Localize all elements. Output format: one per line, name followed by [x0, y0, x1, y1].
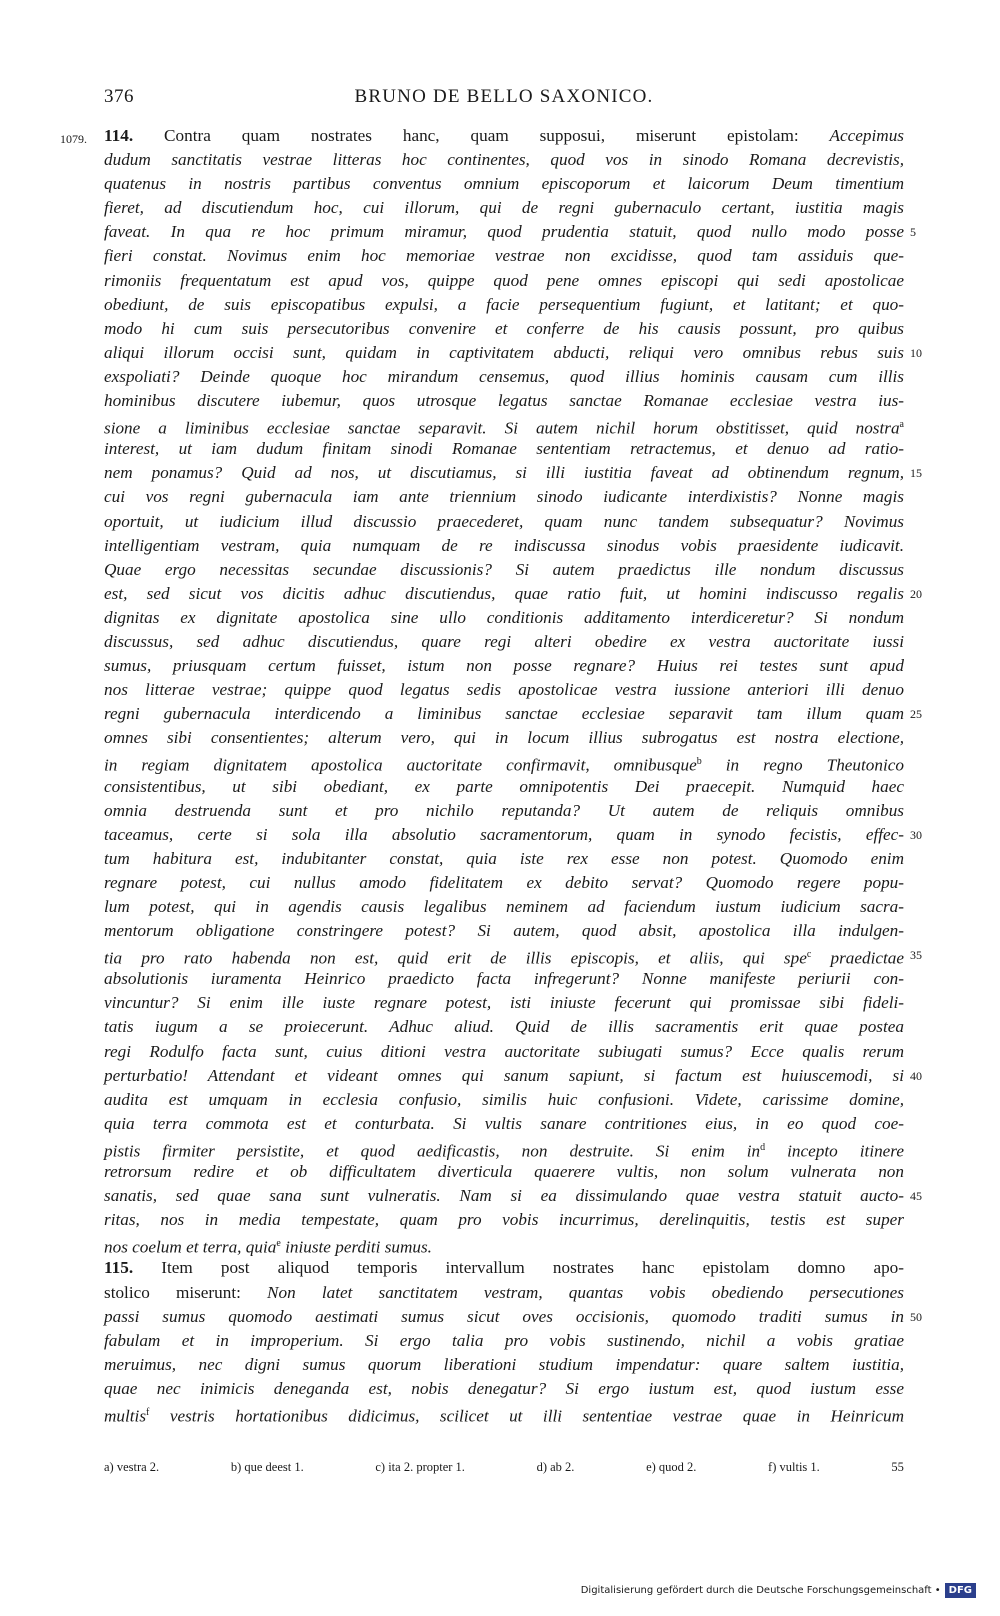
text-segment: est, sed sicut vos dicitis adhuc discutiendus, quae ratio fuit, ut homini indiscusso regalis — [104, 583, 904, 603]
text-line — [104, 558, 904, 582]
text-line — [104, 726, 904, 750]
text-segment: mentorum obligatione constringere potest? Si autem, quod absit, apostolica illa indulgen- — [104, 921, 904, 941]
text-line — [104, 413, 904, 437]
text-line — [104, 775, 904, 799]
text-segment: quatenus in nostris partibus conventus omnium episcoporum et laicorum Deum timentium — [104, 174, 904, 194]
text-segment: nos coelum et terra, quia — [104, 1238, 277, 1258]
text-segment: fieri constat. Novimus enim hoc memoriae vestrae non excidisse, quod tam assiduis que- — [104, 246, 904, 266]
section-number: 114. — [104, 126, 134, 145]
text-line — [104, 943, 904, 967]
text-line — [104, 1208, 904, 1232]
text-line — [104, 485, 904, 509]
text-segment: Item post aliquod temporis intervallum nostrates hanc epistolam domno apo- — [133, 1258, 904, 1278]
text-segment: consistentibus, ut sibi obediant, ex parte omnipotentis Dei praecepit. Numquid haec — [104, 776, 904, 796]
text-segment: modo hi cum suis persecutoribus convenire et conferre de his causis possunt, pro quibus — [104, 318, 904, 338]
text-segment: Quae ergo necessitas secundae discussionis? Si autem praedictus ille nondum discussus — [104, 559, 904, 579]
line-number: 25 — [910, 707, 922, 722]
text-line — [104, 1377, 904, 1401]
text-line — [104, 1136, 904, 1160]
text-line — [104, 365, 904, 389]
text-line — [104, 1040, 904, 1064]
text-segment: audita est umquam in ecclesia confusio, similis huic confusioni. Videte, carissime domine, — [104, 1089, 904, 1109]
text-line — [104, 1256, 904, 1280]
footer-credit-text: Digitalisierung gefördert durch die Deutsche Forschungsgemeinschaft • — [580, 1585, 941, 1596]
text-line — [104, 534, 904, 558]
text-line — [104, 1015, 904, 1039]
text-segment: iniuste perditi sumus. — [280, 1238, 432, 1258]
footnotes — [104, 1460, 904, 1475]
line-number: 45 — [910, 1189, 922, 1204]
text-segment: faveat. In qua re hoc primum miramur, quod prudentia statuit, quod nullo modo posse — [104, 222, 904, 242]
text-segment: exspoliati? Deinde quoque hoc mirandum censemus, quod illius hominis causam cum illis — [104, 366, 904, 386]
text-segment: obediunt, de suis episcopatibus expulsi, a facie persequentium fugiunt, et latitant; et quo- — [104, 294, 904, 314]
text-segment: in regiam dignitatem apostolica auctoritate confirmavit, omnibusque — [104, 756, 697, 776]
text-segment: aliqui illorum occisi sunt, quidam in captivitatem abducti, reliqui vero omnibus rebus suis — [104, 342, 904, 362]
dfg-logo: DFG — [945, 1583, 976, 1598]
footnote: d) ab 2. — [536, 1460, 575, 1474]
text-line — [104, 1353, 904, 1377]
line-number: 50 — [910, 1309, 922, 1324]
line-number: 40 — [910, 1068, 922, 1083]
text-line — [104, 1401, 904, 1425]
text-line — [104, 461, 904, 485]
text-line — [104, 293, 904, 317]
text-segment: quae nec inimicis deneganda est, nobis denegatur? Si ergo iustum est, quod iustum esse — [104, 1378, 904, 1398]
line-number: 15 — [910, 466, 922, 481]
footnote: b) que deest 1. — [230, 1460, 304, 1474]
section-number: 115. — [104, 1258, 134, 1278]
text-line — [104, 823, 904, 847]
signature-line-number: 55 — [891, 1460, 904, 1474]
text-segment: tia pro rato habenda non est, quid erit de illis episcopis, et aliis, qui spe — [104, 948, 807, 968]
text-segment: omnia destruenda sunt et pro nichilo reputanda? Ut autem de reliquis omnibus — [104, 800, 904, 820]
text-segment: fieret, ad discutiendum hoc, cui illorum, qui de regni gubernaculo certant, iustitia magis — [104, 198, 904, 218]
text-line — [104, 1184, 904, 1208]
text-line — [104, 1281, 904, 1305]
line-number: 35 — [910, 948, 922, 963]
text-segment: meruimus, nec digni sumus quorum liberationi studium impendatur: quare saltem iustitia, — [104, 1354, 904, 1374]
text-line — [104, 1232, 904, 1256]
text-line — [104, 582, 904, 606]
footnote: e) quod 2. — [646, 1460, 697, 1474]
line-number: 20 — [910, 586, 922, 601]
page-header — [104, 86, 904, 116]
text-segment: taceamus, certe si sola illa absolutio sacramentorum, quam in synodo fecistis, effec- — [104, 824, 904, 844]
footnote-marker: b — [696, 756, 702, 768]
text-line — [104, 437, 904, 461]
text-segment: vincuntur? Si enim ille iuste regnare potest, isti iniuste fecerunt qui promissae sibi fideli- — [104, 993, 904, 1013]
footnote-marker: e — [276, 1238, 281, 1250]
footnote: c) ita 2. propter 1. — [375, 1460, 465, 1474]
text-segment: absolutionis iuramenta Heinrico praedicto facta infregerunt? Nonne manifeste periurii con- — [104, 969, 904, 989]
text-segment: multis — [104, 1406, 147, 1426]
text-line — [104, 510, 904, 534]
text-segment: lum potest, qui in agendis causis legalibus neminem ad faciendum iustum iudicium sacra- — [104, 897, 904, 916]
text-line — [104, 991, 904, 1015]
text-line — [104, 799, 904, 823]
text-segment: nos litterae vestrae; quippe quod legatus sedis apostolicae vestra iussione anteriori illi denuo — [104, 680, 904, 700]
text-line — [104, 847, 904, 871]
text-line — [104, 341, 904, 365]
text-line — [104, 630, 904, 654]
text-segment: perturbatio! Attendant et videant omnes qui sanum sapiunt, si factum est huiuscemodi, si — [104, 1065, 904, 1085]
text-line — [104, 967, 904, 991]
text-segment: interest, ut iam dudum finitam sinodi Romanae sententiam retractemus, et denuo ad ratio- — [104, 439, 904, 459]
text-segment: regni gubernacula interdicendo a liminibus sanctae ecclesiae separavit tam illum quam — [104, 704, 904, 724]
text-line — [104, 702, 904, 726]
text-segment: sione a liminibus ecclesiae sanctae separavit. Si autem nichil horum obstitisset, quid nostra — [104, 418, 900, 438]
text-segment: regnare potest, cui nullus amodo fidelitatem ex debito servat? Quomodo regere popu- — [104, 872, 904, 892]
text-line — [104, 1160, 904, 1184]
footer-credit — [581, 1583, 976, 1598]
text-line — [104, 678, 904, 702]
text-line — [104, 1064, 904, 1088]
text-segment: incepto itinere — [765, 1141, 904, 1161]
text-segment: Accepimus — [829, 126, 904, 145]
text-segment: retrorsum redire et ob difficultatem diverticula quaerere vultis, non solum vulnerata non — [104, 1162, 904, 1182]
text-segment: oportuit, ut iudicium illud discussio praecederet, quam nunc tandem subsequatur? Novimus — [104, 511, 904, 531]
text-line — [104, 317, 904, 341]
text-segment: Non latet sanctitatem vestram, quantas vobis obediendo persecutiones — [267, 1282, 904, 1302]
running-title: BRUNO DE BELLO SAXONICO. — [354, 86, 654, 107]
text-segment: omnes sibi consentientes; alterum vero, qui in locum illius subrogatus est nostra electione, — [104, 728, 904, 748]
text-segment: dignitas ex dignitate apostolica sine ullo conditionis additamento interdiceretur? Si nondum — [104, 607, 904, 627]
text-segment: passi sumus quomodo aestimati sumus sicut oves occisionis, quomodo traditi sumus in — [104, 1306, 904, 1326]
text-line — [104, 148, 904, 172]
text-segment: intelligentiam vestram, quia numquam de re indiscussa sinodus vobis praesidente iudicavit. — [104, 535, 904, 555]
text-line — [104, 871, 904, 895]
body-text — [104, 124, 922, 1426]
text-segment: hominibus discutere iubemur, quos utrosque legatus sanctae Romanae ecclesiae vestra ius- — [104, 391, 904, 411]
text-segment: pistis firmiter persistite, et quod aedificastis, non destruite. Si enim in — [104, 1141, 761, 1161]
text-line — [104, 1112, 904, 1136]
year-marginal-note: 1079. — [60, 132, 87, 146]
text-line — [104, 1305, 904, 1329]
text-line — [104, 1329, 904, 1353]
text-segment: regi Rodulfo facta sunt, cuius ditioni vestra auctoritate subiugati sumus? Ecce qualis rerum — [104, 1041, 904, 1061]
text-line — [104, 172, 904, 196]
text-line — [104, 244, 904, 268]
text-segment: fabulam et in improperium. Si ergo talia pro vobis sustinendo, nichil a vobis gratiae — [104, 1330, 904, 1350]
text-segment: cui vos regni gubernacula iam ante triennium sinodo iudicante interdixistis? Nonne magis — [104, 487, 904, 507]
line-number: 10 — [910, 345, 922, 360]
text-line — [104, 654, 904, 678]
text-line — [104, 1088, 904, 1112]
footnote-marker: a — [899, 419, 904, 431]
text-line — [104, 389, 904, 413]
text-line — [104, 895, 904, 919]
text-segment: nem ponamus? Quid ad nos, ut discutiamus, si illi iustitia faveat ad obtinendum regnum, — [104, 463, 904, 483]
text-segment: dudum sanctitatis vestrae litteras hoc continentes, quod vos in sinodo Romana decrevistis, — [104, 150, 904, 170]
text-segment: discussus, sed adhuc discutiendus, quare regi alteri obedire ex vestra auctoritate iussi — [104, 631, 904, 651]
text-segment: sumus, priusquam certum fuisset, istum non posse regnare? Huius rei testes sunt apud — [104, 656, 904, 676]
text-line — [104, 750, 904, 774]
footnote-marker: f — [146, 1406, 150, 1418]
footnote: a) vestra 2. — [104, 1460, 160, 1474]
line-number: 5 — [910, 225, 916, 240]
footnote-marker: d — [760, 1141, 766, 1153]
text-segment: vestris hortationibus didicimus, scilicet ut illi sententiae vestrae quae in Heinricum — [149, 1406, 904, 1426]
footnote-marker: c — [806, 949, 812, 961]
text-line — [104, 220, 904, 244]
text-segment: ritas, nos in media tempestate, quam pro vobis incurrimus, derelinquitis, testis est super — [104, 1210, 904, 1230]
text-segment: praedictae — [811, 948, 904, 968]
text-segment: stolico miserunt: — [104, 1282, 268, 1302]
text-line — [104, 269, 904, 293]
text-line — [104, 919, 904, 943]
text-line — [104, 196, 904, 220]
text-line — [104, 606, 904, 630]
text-line — [104, 124, 904, 148]
text-segment: in regno Theutonico — [701, 756, 904, 776]
text-segment: sanatis, sed quae sana sunt vulneratis. Nam si ea dissimulando quae vestra statuit aucto- — [104, 1186, 904, 1206]
text-segment: Contra quam nostrates hanc, quam supposui, miserunt epistolam: — [133, 126, 830, 145]
line-number: 30 — [910, 827, 922, 842]
text-segment: quia terra commota est et conturbata. Si vultis sanare contritiones eius, in eo quod coe- — [104, 1113, 904, 1133]
page-number: 376 — [104, 86, 134, 107]
footnote: f) vultis 1. — [768, 1460, 820, 1474]
text-segment: tatis iugum a se proiecerunt. Adhuc aliud. Quid de illis sacramentis erit quae postea — [104, 1017, 904, 1037]
text-segment: tum habitura est, indubitanter constat, quia iste rex esse non potest. Quomodo enim — [104, 848, 904, 868]
text-segment: rimoniis frequentatum est apud vos, quippe quod pene omnes episcopi qui sedi apostolicae — [104, 270, 904, 290]
